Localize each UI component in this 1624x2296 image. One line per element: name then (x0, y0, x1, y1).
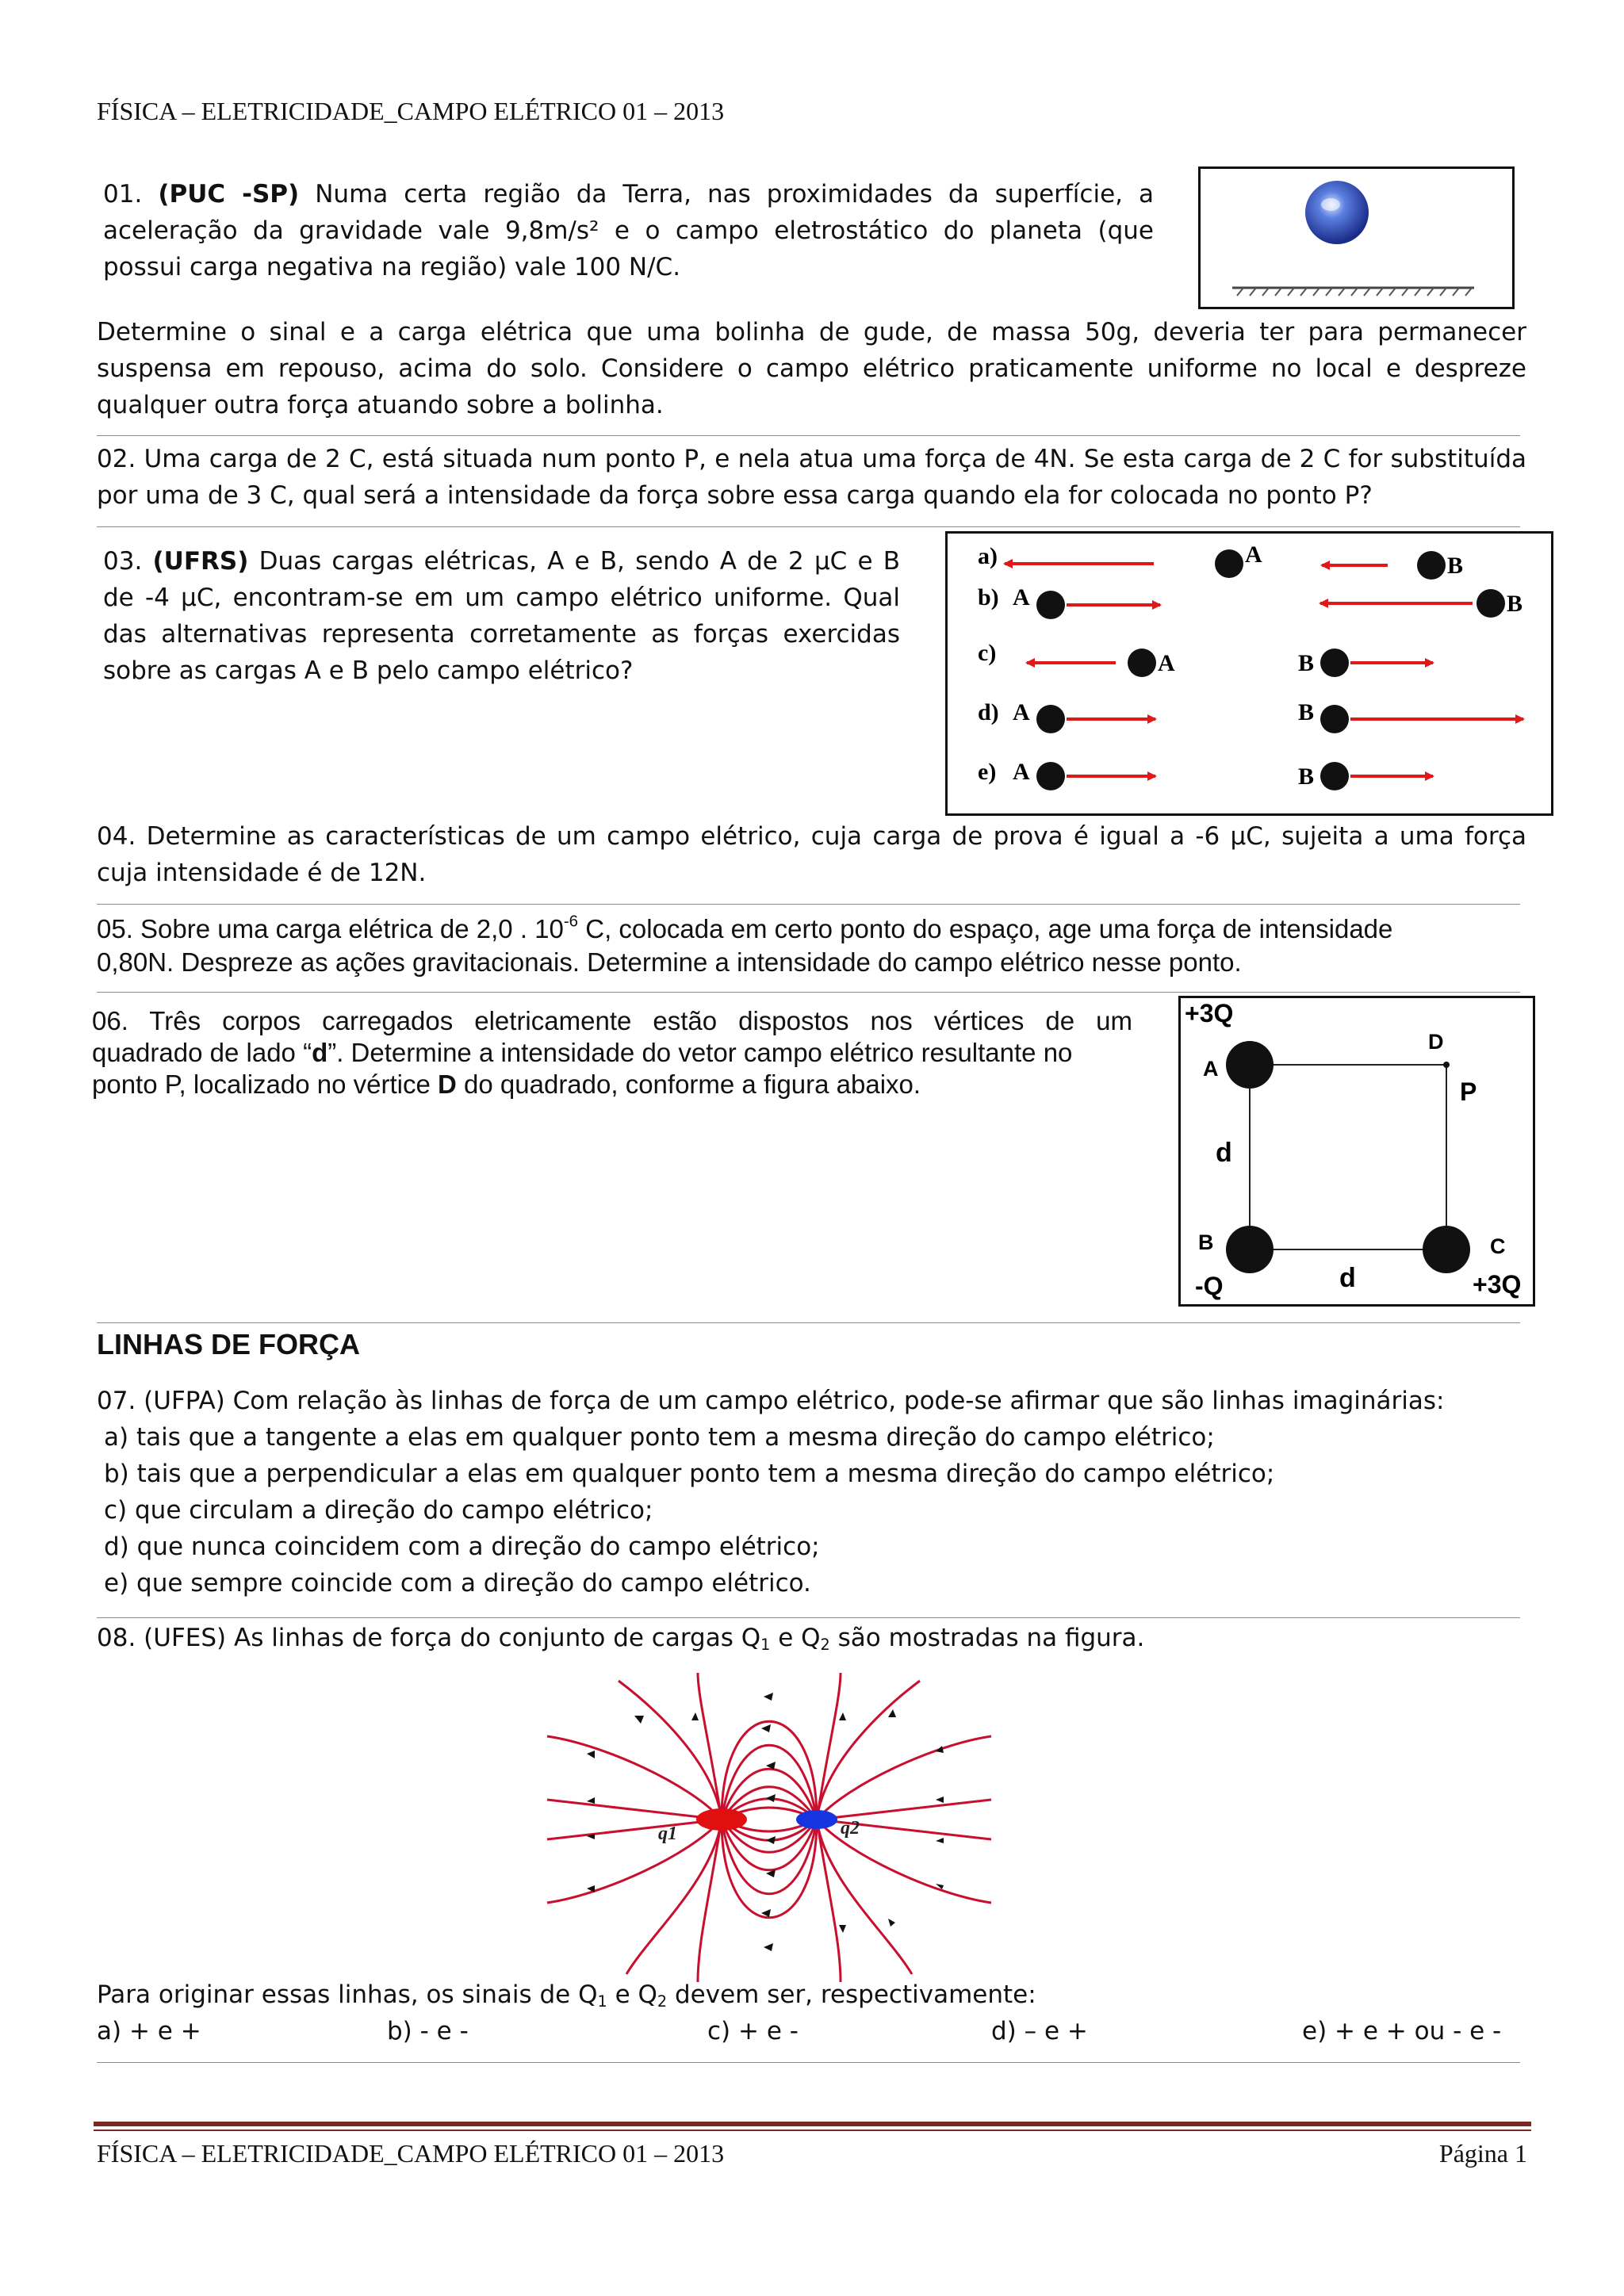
divider (97, 1617, 1520, 1618)
force-options-diagram (948, 534, 1551, 813)
charge-a (1036, 762, 1065, 790)
charge-a (1226, 1041, 1274, 1089)
question-source: (PUC -SP) (158, 180, 300, 209)
question-number: 01. (103, 180, 143, 209)
charge-q1 (696, 1808, 747, 1831)
question-number: 03. (103, 547, 143, 576)
q08-option: b) - e - (387, 2017, 469, 2045)
charge-label-a: A (1013, 584, 1030, 610)
footer-rule (94, 2122, 1531, 2126)
q06-line-2b: ”. Determine a intensidade do vetor campo elétrico resultante no (327, 1038, 1073, 1067)
vertex-b-label: B (1198, 1230, 1214, 1254)
section-title: LINHAS DE FORÇA (97, 1328, 360, 1360)
q08-stem-c: são mostradas na figura. (829, 1624, 1145, 1652)
q08-sub-2: 2 (820, 1635, 830, 1654)
field-arrowheads (587, 1693, 944, 1951)
q07-option: d) que nunca coincidem com a direção do campo elétrico; (104, 1533, 820, 1561)
field-lines-figure (539, 1673, 999, 1982)
charge-a-value: +3Q (1185, 999, 1234, 1027)
q06-line-2a: quadrado de lado “ (92, 1038, 312, 1067)
footer-title: FÍSICA – ELETRICIDADE_CAMPO ELÉTRICO 01 – 2013 (97, 2139, 725, 2168)
q06-vertex-d: D (438, 1070, 457, 1099)
q08-stem-b: e Q (770, 1624, 821, 1652)
q08-option: e) + e + ou - e - (1302, 2017, 1502, 2045)
q05-text-2: C, colocada em certo ponto do espaço, age uma força de intensidade (578, 914, 1393, 943)
point-p-label: P (1460, 1077, 1477, 1106)
charge-b (1477, 589, 1505, 618)
q1-label: q1 (658, 1823, 677, 1844)
question-text: Duas cargas elétricas, A e B, sendo A de 2 μC e B de -4 μC, encontram-se em um campo elétrico uniforme. Qual das alternativas representa corretamente as forças exercidas sobre as cargas A e B pelo campo elétrico? (103, 547, 901, 685)
vertex-d-label: D (1428, 1030, 1444, 1054)
charge-b-value: -Q (1195, 1272, 1224, 1300)
question-05 (97, 913, 1526, 979)
question-06-text (92, 1005, 1132, 1100)
charge-label-b: B (1447, 553, 1464, 579)
page-header: FÍSICA – ELETRICIDADE_CAMPO ELÉTRICO 01 – 2013 (97, 97, 725, 125)
charge-label-a: A (1013, 699, 1030, 725)
marble-figure (1198, 166, 1515, 309)
question-01-intro (103, 176, 1154, 285)
charge-a (1036, 705, 1065, 733)
q05-text-3: 0,80N. Despreze as ações gravitacionais. Determine a intensidade do campo elétrico nesse ponto. (97, 947, 1242, 977)
field-lines-diagram (539, 1673, 999, 1982)
q2-label: q2 (841, 1818, 860, 1839)
square-charges-figure (1178, 996, 1535, 1307)
side-left-label: d (1216, 1138, 1232, 1168)
question-07 (97, 1383, 1526, 1601)
point-p (1443, 1062, 1450, 1068)
q08-ask-b: e Q (607, 1980, 657, 2009)
marble-diagram (1201, 169, 1512, 307)
divider (97, 904, 1520, 905)
divider (97, 992, 1520, 993)
q05-text-1: 05. Sobre uma carga elétrica de 2,0 . 10 (97, 914, 564, 943)
question-08-stem (97, 1620, 1526, 1656)
divider (97, 526, 1520, 527)
charge-b (1320, 649, 1349, 677)
option-label: b) (978, 584, 999, 610)
q05-exponent: -6 (563, 912, 579, 931)
divider (97, 435, 1520, 436)
footer-page-number: Página 1 (1438, 2139, 1527, 2168)
q07-stem: 07. (UFPA) Com relação às linhas de força de um campo elétrico, pode-se afirmar que são linhas imaginárias: (97, 1387, 1445, 1415)
q08-ask-c: devem ser, respectivamente: (667, 1980, 1036, 2009)
question-source: (UFRS) (152, 547, 249, 576)
question-01-task: Determine o sinal e a carga elétrica que uma bolinha de gude, de massa 50g, deveria ter para permanecer suspensa em repouso, acima do solo. Considere o campo elétrico praticamente uniforme no local e despreze qualquer outra força atuando sobre a bolinha. (97, 318, 1526, 419)
q06-line-1: 06. Três corpos carregados eletricamente estão dispostos nos vértices de um (92, 1006, 1132, 1035)
charge-a (1128, 649, 1156, 677)
charge-label-a: A (1158, 650, 1175, 676)
q06-side-d: d (312, 1038, 328, 1067)
question-text: Numa certa região da Terra, nas proximidades da superfície, a aceleração da gravidade vale 9,8m/s² e o campo eletrostático do planeta (que possui carga negativa na região) vale 100 N/C. (103, 180, 1155, 281)
charge-label-b: B (1298, 699, 1315, 725)
charge-a (1215, 549, 1243, 578)
question-03-text (103, 543, 900, 689)
q07-option: e) que sempre coincide com a direção do campo elétrico. (104, 1569, 811, 1598)
q08-sub-1: 1 (760, 1635, 771, 1654)
q08-ask-sub-2: 2 (657, 1992, 668, 2011)
q06-line-3b: do quadrado, conforme a figura abaixo. (456, 1070, 921, 1099)
force-options-figure (945, 531, 1553, 816)
charge-label-b: B (1298, 650, 1315, 676)
field-lines (547, 1673, 991, 1982)
q08-ask-sub-1: 1 (597, 1992, 607, 2011)
charge-b (1417, 551, 1446, 580)
q08-stem-a: 08. (UFES) As linhas de força do conjunto de cargas Q (97, 1624, 761, 1652)
charge-b (1320, 705, 1349, 733)
square-charges-diagram (1181, 998, 1533, 1304)
question-08-ask (97, 1976, 1526, 2013)
charge-label-b: B (1507, 591, 1523, 617)
q07-option: a) tais que a tangente a elas em qualquer ponto tem a mesma direção do campo elétrico; (104, 1423, 1215, 1452)
vertex-a-label: A (1203, 1057, 1219, 1081)
q07-option: c) que circulam a direção do campo elétrico; (104, 1496, 653, 1525)
charge-b (1226, 1226, 1274, 1273)
question-02: 02. Uma carga de 2 C, está situada num ponto P, e nela atua uma força de 4N. Se esta carga de 2 C for substituída por uma de 3 C, qual será a intensidade da força sobre essa carga quando ela for colocada no ponto P? (97, 445, 1526, 510)
q06-line-3a: ponto P, localizado no vértice (92, 1070, 439, 1099)
divider (97, 1322, 1520, 1323)
marble-icon (1305, 181, 1369, 244)
option-label: c) (978, 640, 997, 666)
charge-label-b: B (1298, 763, 1315, 790)
option-label: e) (978, 759, 997, 785)
charge-b (1320, 762, 1349, 790)
charge-c (1423, 1226, 1470, 1273)
charge-c-value: +3Q (1473, 1270, 1522, 1299)
q08-option: a) + e + (97, 2017, 201, 2045)
q08-options (97, 2013, 1526, 2049)
q08-option: d) – e + (991, 2017, 1088, 2045)
footer-rule-thin (94, 2130, 1531, 2131)
vertex-c-label: C (1490, 1234, 1506, 1258)
side-bottom-label: d (1339, 1263, 1356, 1293)
divider (97, 2062, 1520, 2063)
charge-a (1036, 591, 1065, 619)
q07-option: b) tais que a perpendicular a elas em qualquer ponto tem a mesma direção do campo elétrico; (104, 1460, 1275, 1488)
charge-label-a: A (1245, 541, 1262, 568)
charge-q2 (796, 1810, 837, 1829)
question-04: 04. Determine as características de um campo elétrico, cuja carga de prova é igual a -6 μC, sujeita a uma força cuja intensidade é de 12N. (97, 822, 1526, 887)
q08-ask-a: Para originar essas linhas, os sinais de Q (97, 1980, 598, 2009)
charge-label-a: A (1013, 759, 1030, 785)
option-label: d) (978, 699, 999, 725)
q08-option: c) + e - (707, 2017, 799, 2045)
option-label: a) (978, 543, 998, 569)
